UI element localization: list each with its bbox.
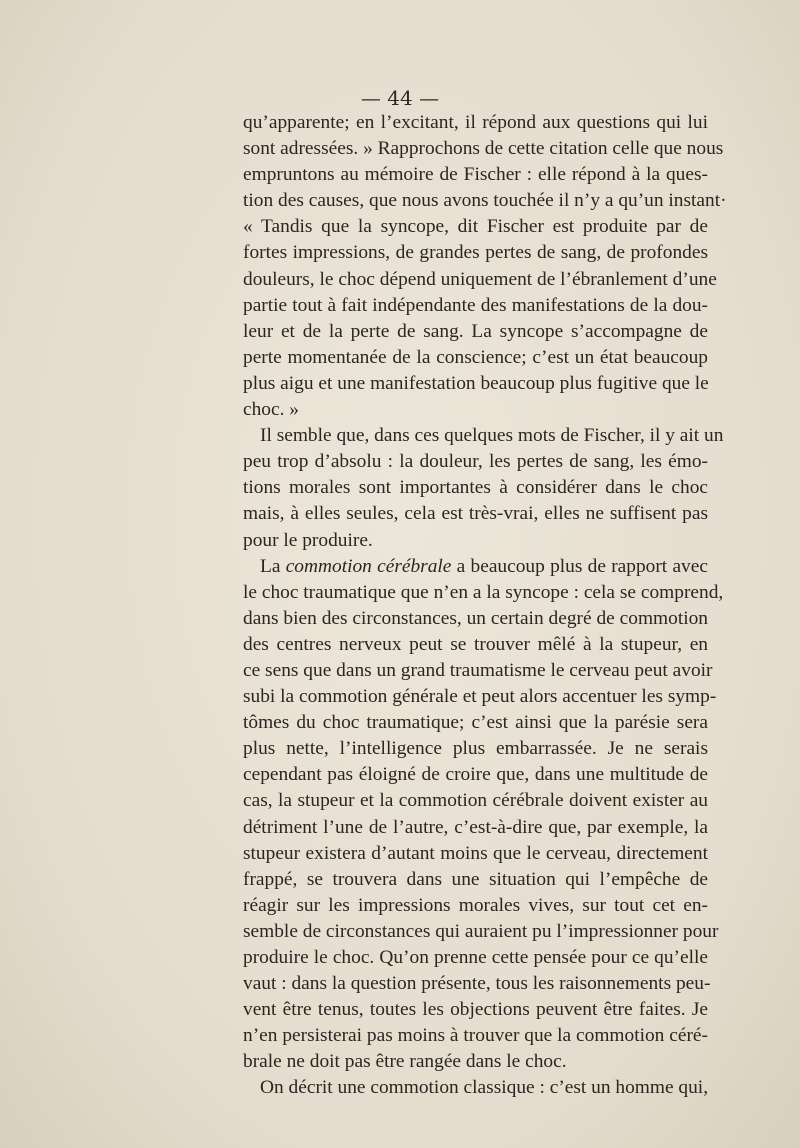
text-line: fortes impressions, de grandes pertes de sang, de profondes [243,242,708,264]
text-line: tions morales sont importantes à considérer dans le choc [243,477,708,499]
text-line: cependant pas éloigné de croire que, dans une multitude de [243,764,708,786]
text-line: frappé, se trouvera dans une situation qui l’empêche de [243,868,708,890]
text-line: ce sens que dans un grand traumatisme le cerveau peut avoir [243,659,713,681]
text-line: sont adressées. » Rapprochons de cette citation celle que nous [243,138,724,160]
text-line: mais, à elles seules, cela est très-vrai, elles ne suffisent pas [243,503,708,525]
text-line: détriment l’une de l’autre, c’est-à-dire que, par exemple, la [243,816,708,838]
text-line: partie tout à fait indépendante des manifestations de la dou- [243,294,708,316]
text-line: tion des causes, que nous avons touchée il n’y a qu’un instant· [243,190,727,212]
text-line: cas, la stupeur et la commotion cérébrale doivent exister au [243,790,708,812]
page-number: — 44 — [360,86,440,110]
text-line: peu trop d’absolu : la douleur, les pertes de sang, les émo- [243,451,708,473]
text-line: vent être tenus, toutes les objections peuvent être faites. Je [243,999,708,1021]
text-run: La [260,555,281,577]
text-line: brale ne doit pas être rangée dans le choc. [243,1051,567,1073]
text-line: vaut : dans la question présente, tous les raisonnements peu- [243,973,711,995]
text-line: « Tandis que la syncope, dit Fischer est produite par de [243,216,708,238]
text-line: semble de circonstances qui auraient pu l’impressionner pour [243,920,719,942]
italic-term: commotion cérébrale [285,555,452,577]
text-line: plus nette, l’intelligence plus embarrassée. Je ne serais [243,738,708,760]
text-line: perte momentanée de la conscience; c’est un état beaucoup [243,346,708,368]
text-line: plus aigu et une manifestation beaucoup plus fugitive que le [243,372,709,394]
text-line: n’en persisterai pas moins à trouver que la commotion céré- [243,1025,708,1047]
text-line: empruntons au mémoire de Fischer : elle répond à la ques- [243,164,708,186]
text-line: choc. » [243,399,299,421]
text-run: a beaucoup plus de rapport avec [456,555,708,577]
text-line [243,554,708,580]
text-line: douleurs, le choc dépend uniquement de l’ébranlement d’une [243,268,717,290]
text-line: subi la commotion générale et peut alors accentuer les symp- [243,686,717,708]
text-line: tômes du choc traumatique; c’est ainsi que la parésie sera [243,712,708,734]
text-line: dans bien des circonstances, un certain degré de commotion [243,607,708,629]
body-text [243,110,727,1102]
text-line: réagir sur les impressions morales vives, sur tout cet en- [243,894,708,916]
text-line: qu’apparente; en l’excitant, il répond aux questions qui lui [243,112,708,133]
text-line: On décrit une commotion classique : c’est un homme qui, [260,1077,709,1099]
text-line: leur et de la perte de sang. La syncope s’accompagne de [243,320,708,342]
text-line: Il semble que, dans ces quelques mots de Fischer, il y ait un [260,425,724,447]
text-line: stupeur existera d’autant moins que le cerveau, directement [243,842,708,864]
text-line: produire le choc. Qu’on prenne cette pensée pour ce qu’elle [243,947,708,968]
text-line: pour le produire. [243,529,373,551]
text-line: le choc traumatique que n’en a la syncope : cela se comprend, [243,581,724,603]
text-line: des centres nerveux peut se trouver mêlé à la stupeur, en [243,633,708,655]
